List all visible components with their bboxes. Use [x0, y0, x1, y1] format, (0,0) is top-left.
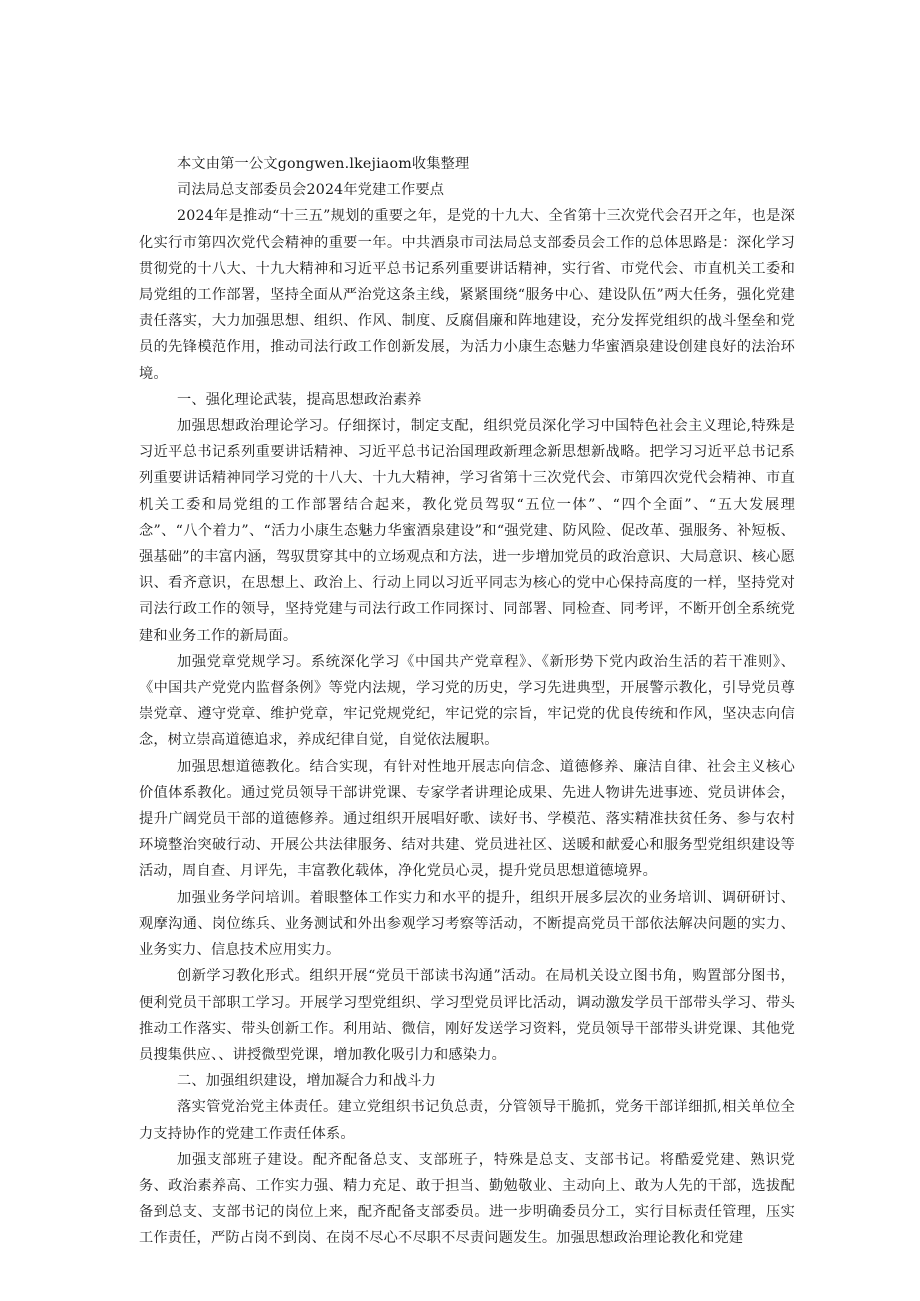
intro-paragraph: 2024年是推动“十三五”规划的重要之年，是党的十九大、全省第十三次党代会召开之年，也是深化实行市第四次党代会精神的重要一年。中共酒泉市司法局总支部委员会工作的总体思路是：深化学习贯彻党的十八大、十九大精神和习近平总书记系列重要讲话精神，实行省、市党代会、市直机关工委和局党组的工作部署，坚持全面从严治党这条主线，紧紧围绕“服务中心、建设队伍”两大任务，强化党建责任落实，大力加强思想、组织、作风、制度、反腐倡廉和阵地建设，充分发挥党组织的战斗堡垒和党员的先锋模范作用，推动司法行政工作创新发展，为活力小康生态魅力华蜜酒泉建设创建良好的法治环境。	[139, 208, 795, 382]
section-1-paragraph-1: 加强思想政治理论学习。仔细探讨，制定支配，组织党员深化学习中国特色社会主义理论,特殊是习近平总书记系列重要讲话精神、习近平总书记治国理政新理念新思想新战略。把学习习近平总书记系列重要讲话精神同学习党的十八大、十九大精神，学习省第十三次党代会、市第四次党代会精神、市直机关工委和局党组的工作部署结合起来，教化党员驾驭“五位一体”、“四个全面”、“五大发展理念”、“八个着力”、“活力小康生态魅力华蜜酒泉建设”和“强党建、防风险、促改革、强服务、补短板、强基础”的丰富内涵，驾驭贯穿其中的立场观点和方法，进一步增加党员的政治意识、大局意识、核心愿识、看齐意识，在思想上、政治上、行动上同以习近平同志为核心的党中心保持高度的一样，坚持党对司法行政工作的领导，坚持党建与司法行政工作同探讨、同部署、同检查、同考评，不断开创全系统党建和业务工作的新局面。	[139, 418, 795, 644]
section-2-heading: 二、加强组织建设，增加凝合力和战斗力	[177, 1073, 436, 1090]
section-1-paragraph-4: 加强业务学问培训。着眼整体工作实力和水平的提升，组织开展多层次的业务培训、调研研讨、观摩沟通、岗位练兵、业务测试和外出参观学习考察等活动，不断提高党员干部依法解决问题的实力、业务实力、信息技术应用实力。	[139, 889, 795, 959]
section-1-paragraph-2: 加强党章党规学习。系统深化学习《中国共产党章程》、《新形势下党内政治生活的若干准则》、《中国共产党党内监督条例》等党内法规，学习党的历史，学习先进典型，开展警示教化，引导党员尊崇党章、遵守党章、维护党章，牢记党规党纪，牢记党的宗旨，牢记党的优良传统和作风，坚决志向信念，树立崇高道德追求，养成纪律自觉，自觉依法履职。	[139, 653, 795, 749]
section-1-heading: 一、强化理论武装，提高思想政治素养	[177, 391, 422, 408]
section-1-paragraph-3: 加强思想道德教化。结合实现，有针对性地开展志向信念、道德修养、廉洁自律、社会主义核心价值体系教化。通过党员领导干部讲党课、专家学者讲理论成果、先进人物讲先进事迹、党员讲体会，提升广阔党员干部的道德修养。通过组织开展唱好歌、读好书、学模范、落实精准扶贫任务、参与农村环境整治突破行动、开展公共法律服务、结对共建、党员进社区、送暖和献爱心和服务型党组织建设等活动，周自查、月评先，丰富教化载体，净化党员心灵，提升党员思想道德境界。	[139, 758, 795, 880]
section-2-paragraph-2: 加强支部班子建设。配齐配备总支、支部班子，特殊是总支、支部书记。将酷爱党建、熟识党务、政治素养高、工作实力强、精力充足、敢于担当、勤勉敬业、主动向上、敢为人先的干部，选拔配备到总支、支部书记的岗位上来，配齐配备支部委员。进一步明确委员分工，实行目标责任管理，压实工作责任，严防占岗不到岗、在岗不尽心不尽职不尽责问题发生。加强思想政治理论教化和党建	[139, 1151, 795, 1247]
source-note: 本文由第一公文gongwen.lkejiaom收集整理	[177, 156, 470, 172]
document-page	[139, 151, 795, 1252]
section-1-paragraph-5: 创新学习教化形式。组织开展“党员干部读书沟通”活动。在局机关设立图书角，购置部分图书，便利党员干部职工学习。开展学习型党组织、学习型党员评比活动，调动激发学员干部带头学习、带头推动工作落实、带头创新工作。利用站、微信，刚好发送学习资料，党员领导干部带头讲党课、其他党员搜集供应、、讲授微型党课，增加教化吸引力和感染力。	[139, 968, 795, 1063]
section-2-paragraph-1: 落实管党治党主体责任。建立党组织书记负总责，分管领导干脆抓，党务干部详细抓,相关单位全力支持协作的党建工作责任体系。	[139, 1099, 795, 1142]
document-title: 司法局总支部委员会2024年党建工作要点	[177, 182, 445, 199]
